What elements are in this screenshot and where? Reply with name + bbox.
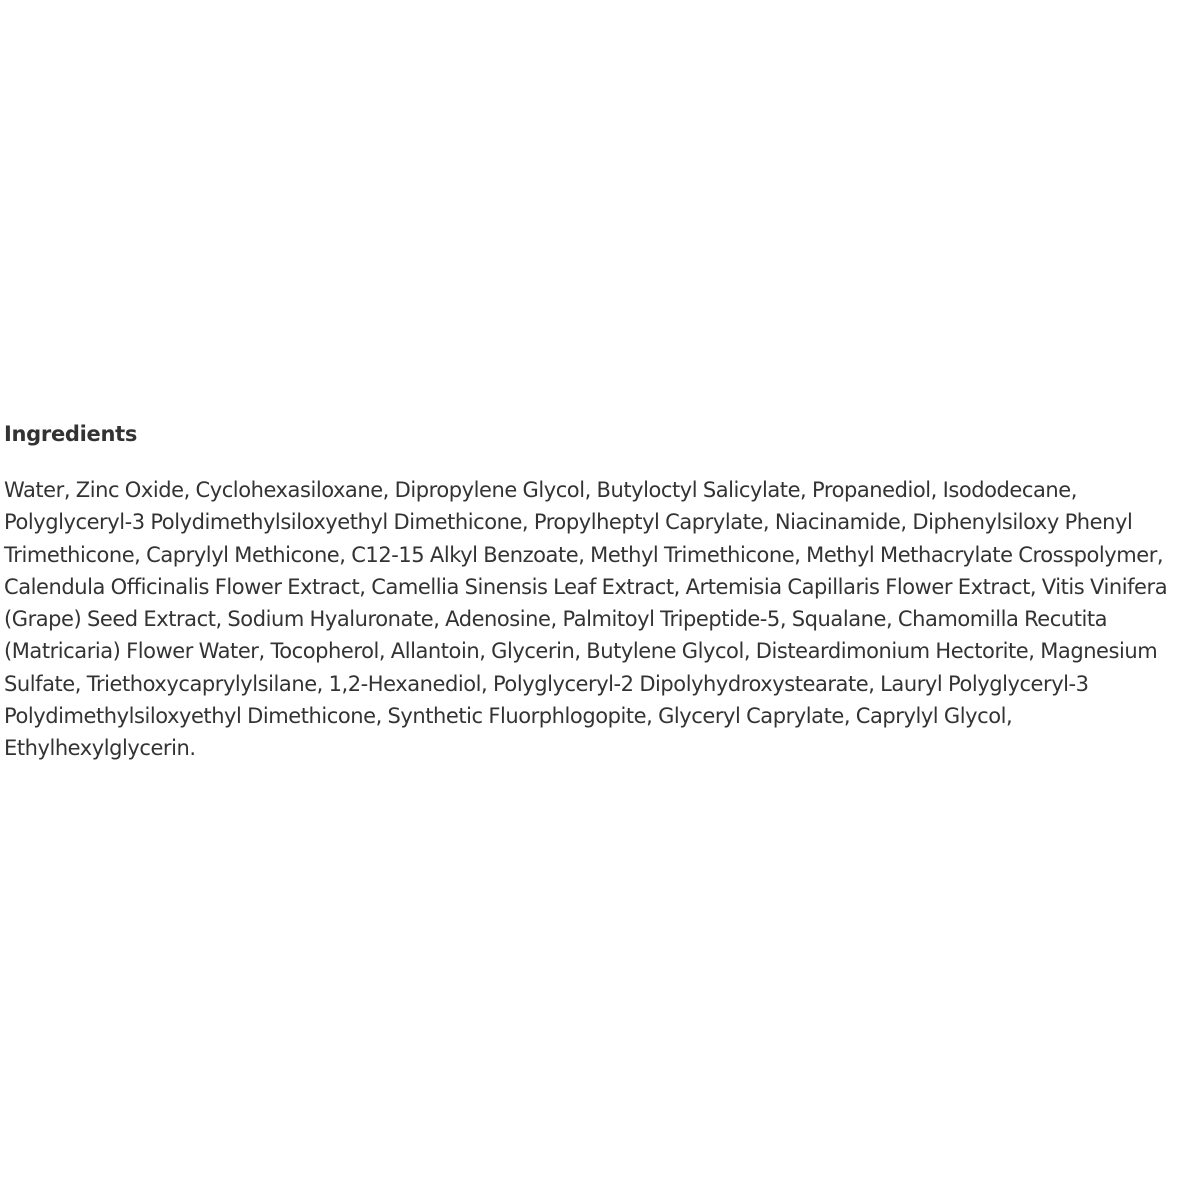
- ingredients-heading: Ingredients: [4, 422, 138, 446]
- ingredients-list-text: Water, Zinc Oxide, Cyclohexasiloxane, Dipropylene Glycol, Butyloctyl Salicylate, Propanediol, Isododecane, Polyglyceryl-3 Polydimethylsiloxyethyl Dimethicone, Propylheptyl Caprylate, Niacinamide, Diphenylsiloxy Phenyl Trimethicone, Caprylyl Methicone, C12-15 Alkyl Benzoate, Methyl Trimethicone, Methyl Methacrylate Crosspolymer, Calendula Officinalis Flower Extract, Camellia Sinensis Leaf Extract, Artemisia Capillaris Flower Extract, Vitis Vinifera (Grape) Seed Extract, Sodium Hyaluronate, Adenosine, Palmitoyl Tripeptide-5, Squalane, Chamomilla Recutita (Matricaria) Flower Water, Tocopherol, Allantoin, Glycerin, Butylene Glycol, Disteardimonium Hectorite, Magnesium Sulfate, Triethoxycaprylylsilane, 1,2-Hexanediol, Polyglyceryl-2 Dipolyhydroxystearate, Lauryl Polyglyceryl-3 Polydimethylsiloxyethyl Dimethicone, Synthetic Fluorphlogopite, Glyceryl Caprylate, Caprylyl Glycol, Ethylhexylglycerin.: [4, 478, 1168, 761]
- ingredients-section: [4, 418, 1196, 765]
